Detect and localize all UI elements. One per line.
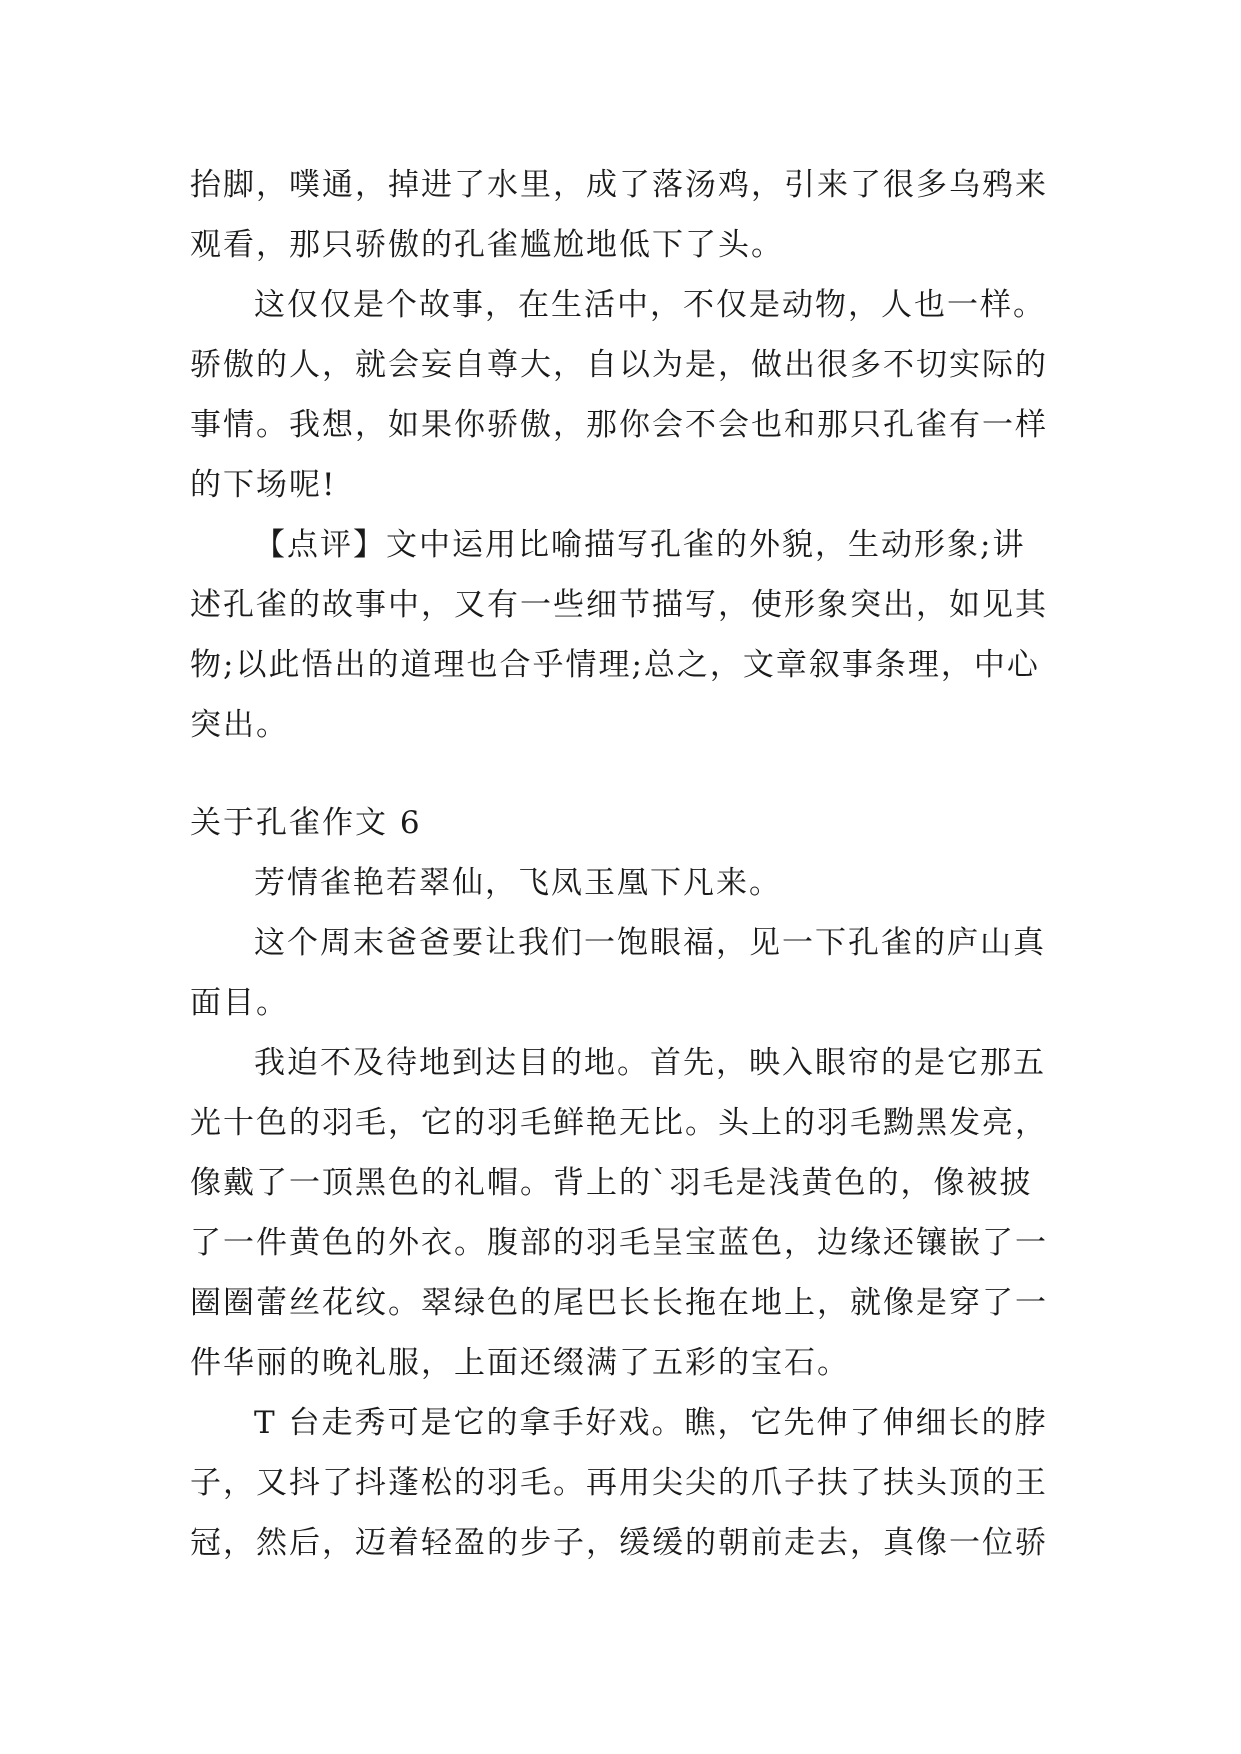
paragraph-line: 这仅仅是个故事，在生活中，不仅是动物，人也一样。 <box>254 287 1046 323</box>
paragraph-line: 子，又抖了抖蓬松的羽毛。再用尖尖的爪子扶了扶头顶的王 <box>190 1465 1048 1501</box>
paragraph-line: 这个周末爸爸要让我们一饱眼福，见一下孔雀的庐山真 <box>254 925 1046 961</box>
paragraph-line: 的下场呢! <box>190 467 337 503</box>
paragraph-line: 了一件黄色的外衣。腹部的羽毛呈宝蓝色，边缘还镶嵌了一 <box>190 1225 1048 1261</box>
paragraph-line: 芳情雀艳若翠仙，飞凤玉凰下凡来。 <box>254 865 782 901</box>
review-line: 物;以此悟出的道理也合乎情理;总之，文章叙事条理，中心 <box>190 647 1040 683</box>
paragraph-line: 事情。我想，如果你骄傲，那你会不会也和那只孔雀有一样 <box>190 407 1048 443</box>
paragraph-line: 圈圈蕾丝花纹。翠绿色的尾巴长长拖在地上，就像是穿了一 <box>190 1285 1048 1321</box>
review-line: 述孔雀的故事中，又有一些细节描写，使形象突出，如见其 <box>190 587 1048 623</box>
review-line: 【点评】文中运用比喻描写孔雀的外貌，生动形象;讲 <box>254 527 1026 563</box>
paragraph-line: 我迫不及待地到达目的地。首先，映入眼帘的是它那五 <box>254 1045 1046 1081</box>
paragraph-line: 观看，那只骄傲的孔雀尴尬地低下了头。 <box>190 227 784 263</box>
paragraph-line: 像戴了一顶黑色的礼帽。背上的`羽毛是浅黄色的，像被披 <box>190 1165 1033 1201</box>
paragraph-line: 骄傲的人，就会妄自尊大，自以为是，做出很多不切实际的 <box>190 347 1048 383</box>
paragraph-line: 抬脚，噗通，掉进了水里，成了落汤鸡，引来了很多乌鸦来 <box>190 167 1048 203</box>
paragraph-line: T 台走秀可是它的拿手好戏。瞧，它先伸了伸细长的脖 <box>254 1405 1048 1441</box>
paragraph-line: 光十色的羽毛，它的羽毛鲜艳无比。头上的羽毛黝黑发亮， <box>190 1105 1048 1141</box>
paragraph-line: 件华丽的晚礼服，上面还缀满了五彩的宝石。 <box>190 1345 850 1381</box>
section-title: 关于孔雀作文 6 <box>190 805 422 841</box>
paragraph-line: 冠，然后，迈着轻盈的步子，缓缓的朝前走去，真像一位骄 <box>190 1525 1048 1561</box>
paragraph-line: 面目。 <box>190 985 289 1021</box>
review-line: 突出。 <box>190 707 289 743</box>
